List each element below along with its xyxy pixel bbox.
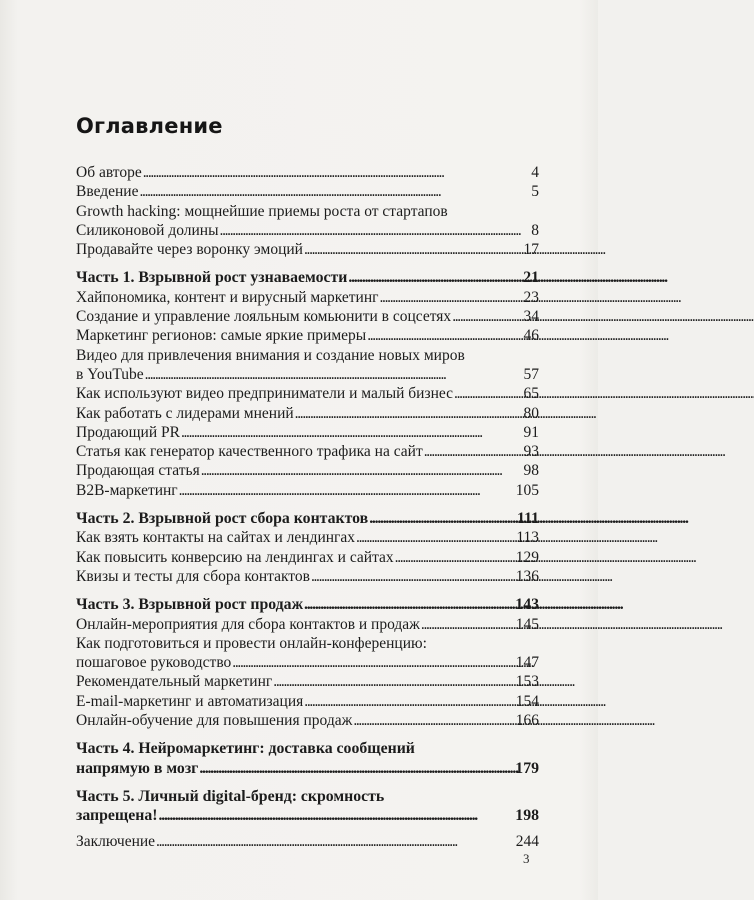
toc-entry-page: 154 xyxy=(515,692,539,710)
toc-entry-title: Онлайн-обучение для повышения продаж xyxy=(76,712,353,730)
toc-entry[interactable] xyxy=(76,481,539,500)
toc-entry-title: Онлайн-мероприятия для сбора контактов и продаж xyxy=(76,615,420,633)
toc-entry-title: Хайпономика, контент и вирусный маркетинг xyxy=(76,288,379,306)
toc-entry-title: Об авторе xyxy=(76,164,142,181)
toc-entry-page: 80 xyxy=(523,404,539,422)
toc-entry[interactable] xyxy=(76,326,539,345)
toc-entry-page: 136 xyxy=(515,567,539,585)
toc-entry[interactable] xyxy=(76,567,539,586)
dot-leader xyxy=(454,384,522,403)
dot-leader xyxy=(353,711,514,730)
dot-leader xyxy=(424,442,523,461)
toc-entry-title-line1: Часть 5. Личный digital-бренд: скромность xyxy=(76,787,385,805)
toc-entry[interactable] xyxy=(76,692,539,711)
toc-entry-page: 147 xyxy=(515,654,539,672)
toc-entry-page: 91 xyxy=(523,423,539,441)
toc-entry-title: Создание и управление лояльным комьюнити в соцсетях xyxy=(76,308,452,326)
toc-entry[interactable] xyxy=(76,202,539,241)
toc-entry-title: Маркетинг регионов: самые яркие примеры xyxy=(76,327,367,345)
toc-entry-page: 179 xyxy=(515,759,539,777)
toc-entry-page: 129 xyxy=(515,548,539,566)
toc-entry[interactable] xyxy=(76,711,539,730)
toc-entry-title-line1: Часть 4. Нейромаркетинг: доставка сообщений xyxy=(76,740,415,758)
toc-entry[interactable] xyxy=(76,832,539,851)
toc-entry-title: Силиконовой долины xyxy=(76,221,219,239)
dot-leader xyxy=(179,481,515,500)
dot-leader xyxy=(304,240,523,259)
dot-leader xyxy=(220,221,531,240)
toc-entry-page: 34 xyxy=(523,308,539,326)
toc-entry-title: Как повысить конверсию на лендингах и сайтах xyxy=(76,548,394,566)
dot-leader xyxy=(199,759,514,778)
toc-entry-page: 143 xyxy=(515,596,539,614)
toc-entry-page: 46 xyxy=(523,327,539,345)
dot-leader xyxy=(421,615,515,634)
dot-leader xyxy=(304,595,514,614)
dot-leader xyxy=(201,461,523,480)
dot-leader xyxy=(348,268,522,287)
toc-entry-page: 153 xyxy=(515,673,539,691)
toc-entry-title-line1: Growth hacking: мощнейшие приемы роста от стартапов xyxy=(76,202,448,220)
toc-entry[interactable] xyxy=(76,346,539,385)
toc-entry[interactable] xyxy=(76,307,539,326)
toc-entry-title: Рекомендательный маркетинг xyxy=(76,673,273,691)
toc-part-entry[interactable] xyxy=(76,739,539,778)
toc-entry[interactable] xyxy=(76,384,539,403)
toc-entry[interactable] xyxy=(76,404,539,423)
toc-entry-title: Как работать с лидерами мнений xyxy=(76,404,294,422)
toc-entry[interactable] xyxy=(76,528,539,547)
toc-part-entry[interactable] xyxy=(76,595,539,614)
toc-entry[interactable] xyxy=(76,240,539,259)
toc-entry-title: Часть 3. Взрывной рост продаж xyxy=(76,596,304,614)
toc-entry-title: в YouTube xyxy=(76,365,144,383)
toc-entry-title: напрямую в мозг xyxy=(76,759,199,777)
toc-entry-page: 145 xyxy=(515,615,539,633)
dot-leader xyxy=(304,692,514,711)
toc-entry-page: 244 xyxy=(515,832,539,850)
toc-part-entry[interactable] xyxy=(76,509,539,528)
toc-entry[interactable] xyxy=(76,672,539,691)
toc-part-entry[interactable] xyxy=(76,787,539,826)
dot-leader xyxy=(367,326,522,345)
toc-entry-title: E-mail-маркетинг и автоматизация xyxy=(76,692,304,710)
toc-entry-page: 8 xyxy=(531,221,539,239)
dot-leader xyxy=(181,423,523,442)
toc-entry-title: запрещена! xyxy=(76,807,158,825)
dot-leader xyxy=(356,528,515,547)
toc-entry-title: Продавайте через воронку эмоций xyxy=(76,241,303,259)
dot-leader xyxy=(311,567,515,586)
toc-entry[interactable] xyxy=(76,182,539,201)
toc-entry-page: 21 xyxy=(523,269,539,287)
toc-entry-page: 198 xyxy=(515,807,539,825)
toc-entry[interactable] xyxy=(76,423,539,442)
dot-leader xyxy=(452,307,522,326)
page-number: 3 xyxy=(523,851,530,866)
toc-entry-title: пошаговое руководство xyxy=(76,654,232,672)
dot-leader xyxy=(295,404,523,423)
dot-leader xyxy=(273,672,514,691)
toc-entry-title: Введение xyxy=(76,183,139,201)
toc-entry-title: Статья как генератор качественного трафика на сайт xyxy=(76,443,423,461)
table-of-contents xyxy=(76,163,539,851)
toc-entry-page: 113 xyxy=(516,529,539,547)
toc-entry[interactable] xyxy=(76,615,539,634)
toc-entry-title: Как используют видео предприниматели и малый бизнес xyxy=(76,385,454,403)
dot-leader xyxy=(159,806,515,825)
toc-entry-page: 98 xyxy=(523,462,539,480)
dot-leader xyxy=(232,653,514,672)
toc-entry-page: 166 xyxy=(515,712,539,730)
toc-entry[interactable] xyxy=(76,442,539,461)
toc-part-entry[interactable] xyxy=(76,268,539,287)
dot-leader xyxy=(139,182,530,201)
toc-entry-title: Продающий PR xyxy=(76,423,180,441)
dot-leader xyxy=(395,548,515,567)
toc-entry-title: Продающая статья xyxy=(76,462,200,480)
toc-heading: Оглавление xyxy=(76,114,223,138)
toc-entry-title: B2B-маркетинг xyxy=(76,481,178,499)
toc-entry[interactable] xyxy=(76,548,539,567)
toc-entry-title: Часть 2. Взрывной рост сбора контактов xyxy=(76,510,369,528)
toc-entry-page: 5 xyxy=(531,183,539,201)
toc-entry-page: 57 xyxy=(523,365,539,383)
toc-entry[interactable] xyxy=(76,163,539,182)
toc-entry-page: 17 xyxy=(523,241,539,259)
toc-entry[interactable] xyxy=(76,634,539,673)
toc-entry[interactable] xyxy=(76,461,539,480)
dot-leader xyxy=(143,163,531,182)
toc-entry-title-line1: Как подготовиться и провести онлайн-конференцию: xyxy=(76,634,427,652)
toc-entry-title: Как взять контакты на сайтах и лендингах xyxy=(76,529,356,547)
toc-entry-title-line1: Видео для привлечения внимания и создание новых миров xyxy=(76,346,465,364)
toc-entry-page: 105 xyxy=(515,481,539,499)
toc-entry-page: 23 xyxy=(523,288,539,306)
dot-leader xyxy=(380,288,523,307)
toc-entry-page: 4 xyxy=(531,164,539,181)
toc-entry-title: Часть 1. Взрывной рост узнаваемости xyxy=(76,269,348,287)
toc-entry[interactable] xyxy=(76,288,539,307)
toc-entry-page: 111 xyxy=(517,510,539,528)
dot-leader xyxy=(156,832,515,851)
toc-entry-page: 93 xyxy=(523,443,539,461)
toc-entry-title: Квизы и тесты для сбора контактов xyxy=(76,567,310,585)
dot-leader xyxy=(369,509,516,528)
toc-entry-title: Заключение xyxy=(76,832,156,850)
dot-leader xyxy=(145,365,523,384)
toc-entry-page: 65 xyxy=(523,385,539,403)
